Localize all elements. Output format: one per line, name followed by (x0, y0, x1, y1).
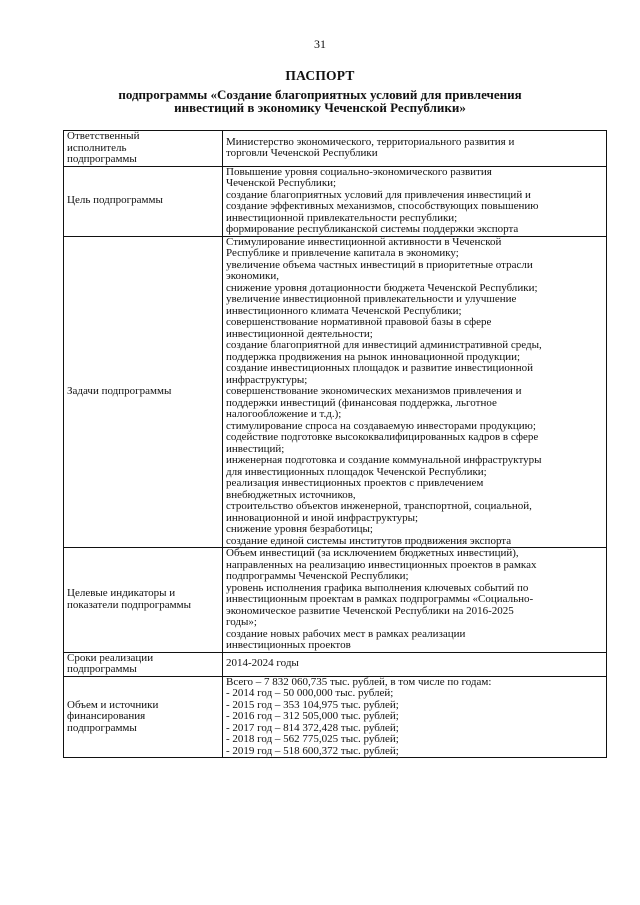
row-value-line: реализация инвестиционных проектов с привлечением (226, 478, 484, 489)
row-value-line: Стимулирование инвестиционной активности в Чеченской (226, 236, 502, 248)
row-label-line: подпрограммы (67, 664, 137, 675)
row-value-line: формирование республиканской системы поддержки экспорта (226, 224, 519, 235)
row-value-line: - 2018 год – 562 775,025 тыс. рублей; (226, 734, 399, 745)
row-label-line: Ответственный (67, 131, 140, 142)
row-value-cell (223, 676, 607, 758)
row-value-line: поддержки инвестиций (финансовая поддержка, льготное (226, 397, 497, 409)
row-value-line: создание благоприятной для инвестиций административной среды, (226, 340, 542, 351)
table-row (64, 236, 607, 548)
row-value-line: инфраструктуры; (226, 374, 308, 386)
row-value-line: инновационной и иной инфраструктуры; (226, 512, 419, 524)
row-value-cell (223, 131, 607, 167)
row-value-line: увеличение объема частных инвестиций в приоритетные отрасли (226, 259, 533, 271)
row-value-line: экономики, (226, 271, 280, 282)
row-value-line: снижение уровня безработицы; (226, 524, 373, 535)
row-value-line: создание благоприятных условий для привлечения инвестиций и (226, 189, 531, 201)
row-value-line: - 2014 год – 50 000,000 тыс. рублей; (226, 688, 394, 699)
row-value-line: Республике и привлечение капитала в экономику; (226, 248, 459, 259)
row-value-line: экономическое развитие Чеченской Республики на 2016-2025 (226, 605, 514, 617)
row-label-line: Задачи подпрограммы (67, 386, 172, 397)
passport-table (63, 130, 607, 758)
row-value-line: торговли Чеченской Республики (226, 148, 378, 160)
row-label-cell (64, 131, 223, 167)
row-label-cell (64, 236, 223, 548)
row-label-cell (64, 166, 223, 236)
row-value-line: инженерная подготовка и создание коммунальной инфраструктуры (226, 455, 542, 466)
row-value-line: направленных на реализацию инвестиционных проектов в рамках (226, 559, 537, 571)
row-value-line: инвестиционного климата Чеченской Республики; (226, 305, 462, 317)
row-label-line: подпрограммы (67, 722, 137, 734)
row-label-line: подпрограммы (67, 154, 137, 165)
row-value-cell (223, 166, 607, 236)
row-value-line: увеличение инвестиционной привлекательности и улучшение (226, 294, 517, 305)
table-row (64, 652, 607, 676)
table-row (64, 548, 607, 653)
row-value-line: создание инвестиционных площадок и развитие инвестиционной (226, 363, 533, 374)
row-value-line: инвестиционной деятельности; (226, 328, 373, 340)
row-value-line: Министерство экономического, территориального развития и (226, 136, 515, 148)
row-value-cell (223, 652, 607, 676)
row-value-line: строительство объектов инженерной, транспортной, социальной, (226, 501, 532, 512)
row-label-cell (64, 548, 223, 653)
row-value-line: снижение уровня дотационности бюджета Чеченской Республики; (226, 282, 538, 294)
row-label-line: Цель подпрограммы (67, 195, 163, 207)
row-value-line: подпрограммы Чеченской Республики; (226, 571, 409, 582)
row-label-line: исполнитель (67, 142, 127, 154)
row-value-line: содействие подготовке высококвалифицированных кадров в сфере (226, 432, 539, 443)
row-value-line: налогообложение и т.д.); (226, 409, 342, 420)
row-label-line: показатели подпрограммы (67, 599, 191, 611)
row-value-line: создание единой системы институтов продвижения экспорта (226, 535, 512, 547)
subtitle-line: инвестиций в экономику Чеченской Республики» (174, 100, 466, 115)
row-value-line: для инвестиционных площадок Чеченской Республики; (226, 466, 487, 478)
row-value-line: Всего – 7 832 060,735 тыс. рублей, в том числе по годам: (226, 676, 492, 688)
row-value-line: стимулирование спроса на создаваемую инвесторами продукцию; (226, 420, 536, 432)
table-row (64, 166, 607, 236)
row-value-line: инвестиционной привлекательности республики; (226, 212, 458, 224)
row-label-line: Объем и источники (67, 699, 159, 711)
row-value-line: уровень исполнения графика выполнения ключевых событий по (226, 582, 529, 594)
row-value-line: поддержка продвижения на рынок инновационной продукции; (226, 351, 521, 363)
row-value-line: - 2019 год – 518 600,372 тыс. рублей; (226, 745, 399, 757)
table-row (64, 131, 607, 167)
document-title: ПАСПОРТ (285, 68, 355, 83)
row-value-line: инвестиционным проектам в рамках подпрограммы «Социально- (226, 594, 534, 605)
row-label-line: Сроки реализации (67, 652, 154, 664)
row-label-cell (64, 652, 223, 676)
row-value-line: - 2015 год – 353 104,975 тыс. рублей; (226, 699, 399, 711)
subtitle-line: подпрограммы «Создание благоприятных условий для привлечения (118, 87, 522, 102)
row-label-line: финансирования (67, 711, 146, 722)
table-row (64, 676, 607, 758)
row-value-line: внебюджетных источников, (226, 489, 356, 501)
page-number: 31 (314, 37, 326, 51)
row-value-cell (223, 548, 607, 653)
row-value-line: Повышение уровня социально-экономического развития (226, 166, 492, 178)
row-value-line: Объем инвестиций (за исключением бюджетных инвестиций), (226, 548, 519, 559)
row-value-line: создание новых рабочих мест в рамках реализации (226, 628, 466, 640)
row-value-line: годы»; (226, 617, 257, 628)
row-value-line: инвестиционных проектов (226, 640, 351, 651)
row-value-line: Чеченской Республики; (226, 178, 337, 189)
row-value-cell (223, 236, 607, 548)
row-value-line: 2014-2024 годы (226, 658, 299, 670)
passport-table-body (64, 131, 607, 758)
row-value-line: создание эффективных механизмов, способствующих повышению (226, 201, 539, 212)
row-value-line: совершенствование экономических механизмов привлечения и (226, 386, 522, 397)
document-subtitle (0, 88, 640, 114)
row-value-line: совершенствование нормативной правовой базы в сфере (226, 317, 492, 328)
row-label-cell (64, 676, 223, 758)
row-label-line: Целевые индикаторы и (67, 588, 176, 600)
row-value-line: - 2017 год – 814 372,428 тыс. рублей; (226, 722, 399, 734)
row-value-line: - 2016 год – 312 505,000 тыс. рублей; (226, 711, 399, 722)
row-value-line: инвестиций; (226, 443, 285, 455)
